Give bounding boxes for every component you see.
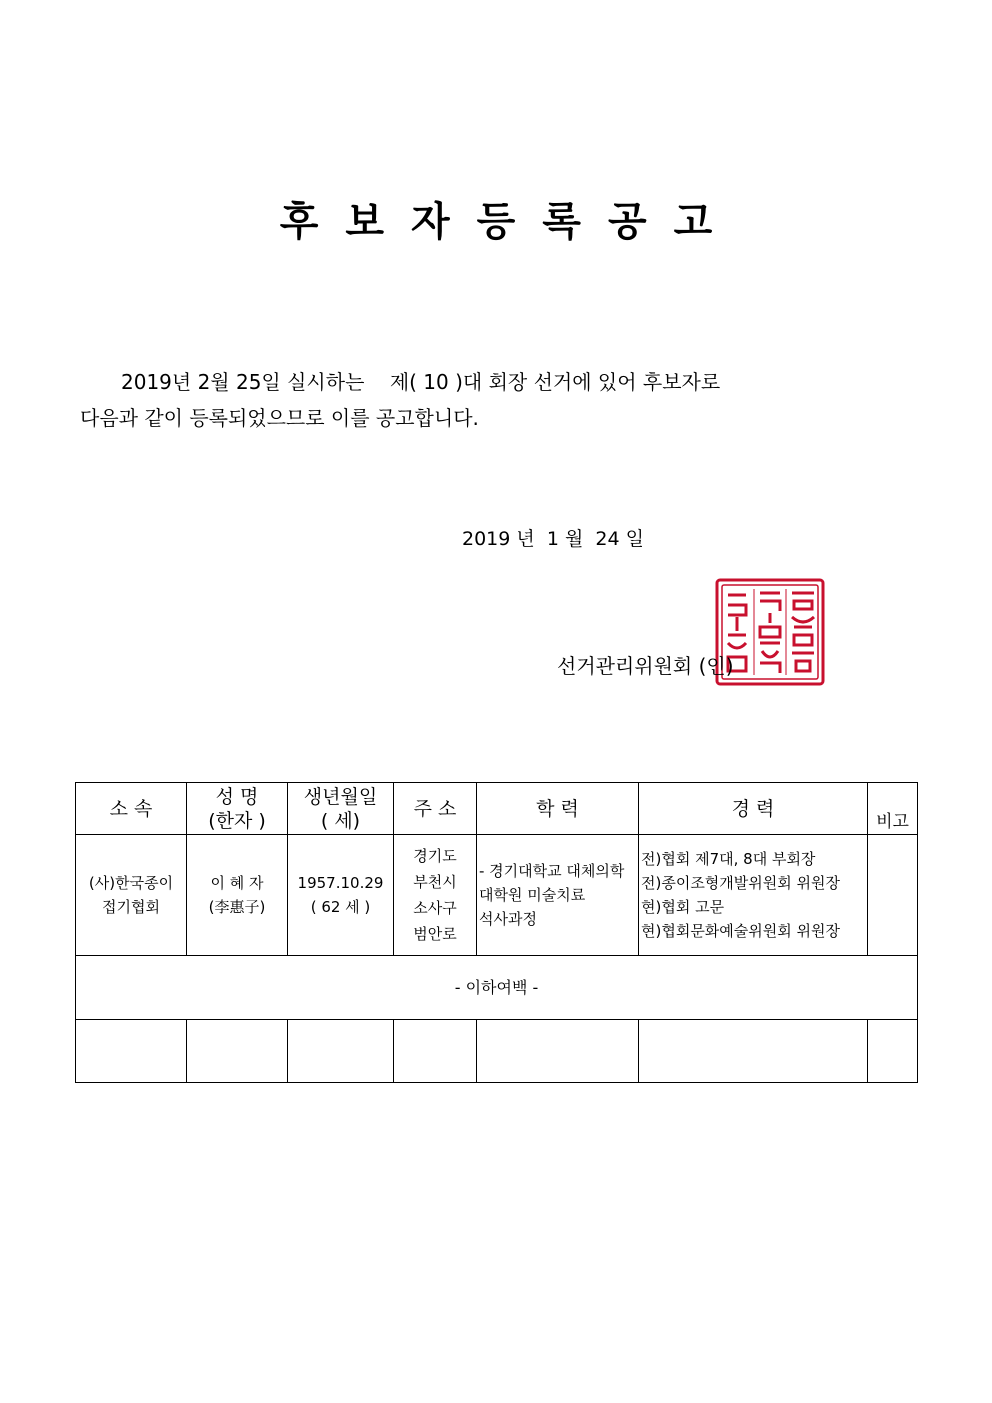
header-birth-line2: ( 세) [320,809,361,832]
birth-date: 1957.10.29 [297,874,384,892]
header-name-line1: 성 명 [215,785,259,808]
page-title: 후보자등록공고 [279,199,740,245]
header-education: 학 력 [477,783,639,835]
education-line: 석사과정 [479,910,537,928]
header-birth [288,783,394,835]
empty-cell [868,1020,918,1083]
education-line: - 경기대학교 대체의학 [479,862,625,880]
table-row [76,835,918,956]
header-birth-line1: 생년월일 [303,785,378,808]
committee-signature: 선거관리위원회 (인) [557,654,734,678]
header-affiliation: 소 속 [76,783,187,835]
address-line: 경기도 [413,847,457,865]
education-line: 대학원 미술치료 [479,886,586,904]
empty-cell [288,1020,394,1083]
candidate-name-hanja: (李惠子) [208,898,266,916]
empty-cell [639,1020,868,1083]
age: ( 62 세 ) [310,898,371,916]
empty-cell [477,1020,639,1083]
address-line: 부천시 [413,873,457,891]
cell-career [639,835,868,956]
table-empty-row [76,1020,918,1083]
header-career: 경 력 [639,783,868,835]
affiliation-line: 접기협회 [102,898,160,916]
cell-remarks [868,835,918,956]
affiliation-line: (사)한국종이 [88,874,174,892]
candidate-table [75,782,918,1083]
candidate-name: 이 혜 자 [210,874,264,892]
intro-line-1: 2019년 2월 25일 실시하는 제( 10 )대 회장 선거에 있어 후보자로 [121,370,721,394]
end-of-list-note: - 이하여백 - [76,956,918,1020]
notice-date: 2019 년 1 월 24 일 [462,528,644,550]
cell-address [394,835,477,956]
career-line: 현)협회문화예술위원회 위원장 [641,922,840,940]
career-line: 전)협회 제7대, 8대 부회장 [641,850,816,868]
cell-education [477,835,639,956]
career-line: 전)종이조형개발위원회 위원장 [641,874,840,892]
empty-cell [187,1020,288,1083]
cell-affiliation [76,835,187,956]
cell-birth [288,835,394,956]
career-line: 현)협회 고문 [641,898,725,916]
header-name-line2: (한자 ) [208,809,266,832]
cell-name [187,835,288,956]
empty-cell [76,1020,187,1083]
intro-line-2: 다음과 같이 등록되었으므로 이를 공고합니다. [80,406,479,430]
table-note-row [76,956,918,1020]
address-line: 소사구 [413,899,457,917]
header-address: 주 소 [394,783,477,835]
address-line: 범안로 [413,925,457,943]
empty-cell [394,1020,477,1083]
header-name [187,783,288,835]
table-header-row [76,783,918,835]
header-remarks: 비고 [868,783,918,835]
